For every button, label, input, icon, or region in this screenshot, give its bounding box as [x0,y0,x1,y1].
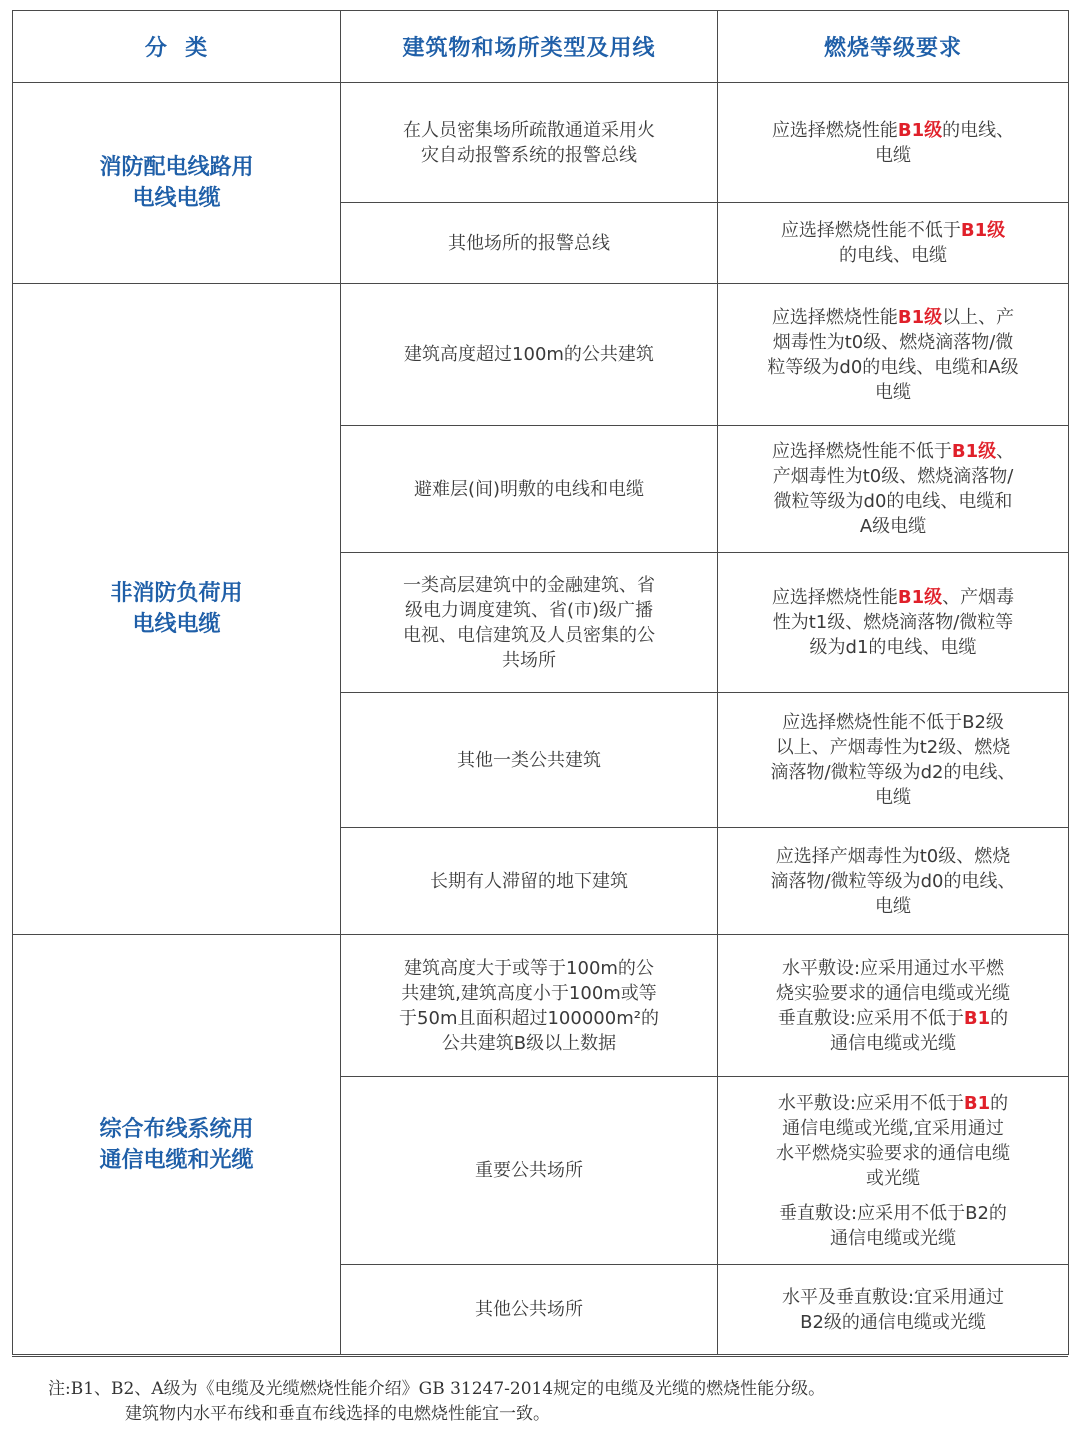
requirement-cell [718,426,1069,553]
requirement-line [732,1091,1054,1116]
place-line: 一类高层建筑中的金融建筑、省 [403,574,655,596]
requirement-text: 电缆 [875,895,911,917]
requirement-text: 级为d1的电线、电缆 [809,637,977,658]
requirement-line [732,118,1054,143]
place-line: 在人员密集场所疏散通道采用火 [403,119,655,141]
footnote-line-1: 注:B1、B2、A级为《电缆及光缆燃烧性能介绍》GB 31247-2014规定的电缆及光缆的燃烧性能分级。 [48,1379,826,1399]
place-line: 重要公共场所 [475,1160,583,1181]
requirement-cell [718,553,1069,693]
requirement-text: 电缆 [875,787,911,808]
requirement-text: 的电线、 [942,119,1015,141]
header-building-type: 建筑物和场所类型及用线 [341,11,718,83]
place-line: 共场所 [502,649,556,671]
requirement-line [732,981,1054,1006]
footnote-line-2: 建筑物内水平布线和垂直布线选择的电燃烧性能宜一致。 [125,1404,550,1424]
requirement-text: 应选择燃烧性能不低于 [771,441,952,462]
requirement-line [732,785,1054,810]
requirement-text: 水平燃烧实验要求的通信电缆 [776,1142,1010,1164]
category-line: 非消防负荷用 [110,581,243,606]
requirement-line [732,380,1054,405]
requirement-text: A级电缆 [859,516,927,537]
requirement-text: 烧实验要求的通信电缆或光缆 [776,982,1010,1004]
requirement-line [732,1116,1054,1141]
requirement-line [732,844,1054,869]
requirement-line [732,1226,1054,1251]
requirement-text: 水平敷设:应采用不低于 [777,1092,964,1114]
table-row [13,935,1069,1077]
place-line: 于50m且面积超过100000m²的 [399,1007,659,1029]
category-line: 通信电缆和光缆 [99,1147,254,1173]
header-rating-requirement: 燃烧等级要求 [718,11,1069,83]
requirement-line [732,355,1054,380]
place-cell [341,828,718,935]
requirement-line [732,143,1054,168]
requirement-line [732,760,1054,785]
category-line: 电线电缆 [132,612,221,637]
place-line: 其他公共场所 [475,1299,583,1320]
requirement-text: 垂直敷设:应采用不低于B2的 [779,1202,1007,1224]
requirement-cell [718,203,1069,284]
requirement-text: 应选择燃烧性能 [771,306,898,328]
place-cell [341,1077,718,1265]
table-body [13,83,1069,1355]
place-line: 其他一类公共建筑 [457,749,601,771]
place-line: 公共建筑B级以上数据 [441,1032,617,1054]
requirement-line [732,894,1054,919]
requirement-line [732,1285,1054,1310]
requirement-line [732,243,1054,268]
requirement-line [732,735,1054,760]
requirement-text: 滴落物/微粒等级为d0的电线、 [770,870,1016,892]
requirement-line [732,956,1054,981]
category-cell [13,83,341,284]
place-line: 级电力调度建筑、省(市)级广播 [404,599,654,621]
requirement-text: 应选择产烟毒性为t0级、燃烧 [775,845,1011,867]
category-line: 综合布线系统用 [99,1116,254,1142]
rating-highlight: B1级 [897,587,943,608]
place-cell [341,693,718,828]
footnote [12,1356,1068,1443]
requirement-line [732,585,1054,610]
requirement-text: 应选择燃烧性能 [771,119,898,141]
requirement-line [732,1141,1054,1166]
rating-highlight: B1 [963,1007,991,1029]
requirement-text: 、产烟毒 [942,587,1015,608]
category-cell [13,284,341,935]
requirement-line [732,514,1054,539]
requirement-line [732,439,1054,464]
requirement-line [732,1006,1054,1031]
header-category: 分 类 [13,11,341,83]
place-cell [341,553,718,693]
requirement-cell [718,284,1069,426]
table-row [13,83,1069,203]
requirement-text: 以上、产烟毒性为t2级、燃烧 [775,737,1011,758]
requirement-text: 的 [990,1092,1009,1114]
requirement-text: 产烟毒性为t0级、燃烧滴落物/ [772,466,1014,487]
place-line: 灾自动报警系统的报警总线 [421,144,637,166]
place-line: 建筑高度大于或等于100m的公 [404,957,654,979]
rating-highlight: B1 [963,1092,991,1114]
requirement-line [732,635,1054,660]
place-line: 避难层(间)明敷的电线和电缆 [413,478,645,500]
requirement-cell [718,828,1069,935]
place-cell [341,935,718,1077]
requirement-text: B2级的通信电缆或光缆 [800,1311,986,1333]
requirement-text: 以上、产 [942,306,1015,328]
requirement-text: 垂直敷设:应采用不低于 [777,1007,964,1029]
requirement-text: 滴落物/微粒等级为d2的电线、 [770,762,1016,783]
requirement-line [732,1191,1054,1201]
requirement-line [732,305,1054,330]
requirement-text: 粒等级为d0的电线、电缆和A级 [767,356,1019,378]
rating-highlight: B1级 [897,306,943,328]
place-cell [341,284,718,426]
category-cell [13,935,341,1355]
fire-rating-table [12,10,1069,1355]
requirement-text: 的 [990,1007,1009,1029]
requirement-text: 应选择燃烧性能不低于B2级 [782,712,1004,733]
requirement-line [732,1310,1054,1335]
place-line: 建筑高度超过100m的公共建筑 [404,344,654,365]
requirement-text: 电缆 [875,381,911,403]
requirement-text: 应选择燃烧性能不低于 [780,220,961,241]
requirement-cell [718,693,1069,828]
requirement-text: 或光缆 [866,1167,920,1189]
table-row [13,284,1069,426]
requirement-cell [718,83,1069,203]
requirement-line [732,1201,1054,1226]
place-cell [341,426,718,553]
requirement-cell [718,935,1069,1077]
requirement-text: 、 [996,441,1015,462]
requirement-line [732,464,1054,489]
requirement-text: 通信电缆或光缆 [830,1032,956,1054]
place-line: 电视、电信建筑及人员密集的公 [403,624,655,646]
place-cell [341,83,718,203]
place-line: 共建筑,建筑高度小于100m或等 [401,982,657,1004]
requirement-cell [718,1077,1069,1265]
requirement-line [732,489,1054,514]
requirement-line [732,218,1054,243]
requirement-line [732,869,1054,894]
requirement-text: 水平敷设:应采用通过水平燃 [781,957,1005,979]
rating-highlight: B1级 [951,441,997,462]
requirement-text: 应选择燃烧性能 [771,587,898,608]
requirement-text: 通信电缆或光缆 [830,1227,956,1249]
rating-highlight: B1级 [897,119,943,141]
requirement-cell [718,1265,1069,1355]
place-line: 其他场所的报警总线 [448,232,610,254]
category-line: 电线电缆 [132,186,221,211]
requirement-line [732,330,1054,355]
place-cell [341,203,718,284]
requirement-text: 烟毒性为t0级、燃烧滴落物/微 [772,331,1014,353]
requirement-text: 的电线、电缆 [839,245,947,266]
requirement-text: 水平及垂直敷设:宜采用通过 [781,1286,1005,1308]
requirement-text: 通信电缆或光缆,宜采用通过 [782,1117,1004,1139]
requirement-text: 微粒等级为d0的电线、电缆和 [773,491,1013,512]
place-cell [341,1265,718,1355]
rating-highlight: B1级 [960,220,1006,241]
requirement-line [732,1031,1054,1056]
requirement-text: 性为t1级、燃烧滴落物/微粒等 [772,612,1014,633]
category-line: 消防配电线路用 [99,155,254,180]
requirement-line [732,1166,1054,1191]
requirement-line [732,610,1054,635]
place-line: 长期有人滞留的地下建筑 [430,870,628,892]
header-row [13,11,1069,83]
requirement-line [732,710,1054,735]
requirement-text: 电缆 [875,144,911,166]
